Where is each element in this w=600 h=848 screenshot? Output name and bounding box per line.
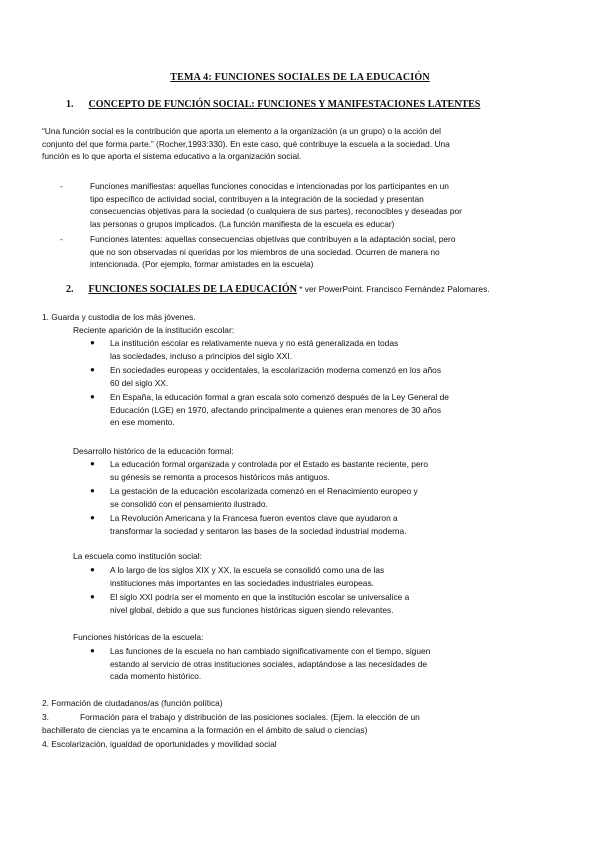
- latent-line: que no son observadas ni queridas por los miembros de una sociedad. Ocurren de manera no: [90, 246, 440, 257]
- bullet-line: La institución escolar es relativamente nueva y no está generalizada en todas: [110, 338, 399, 348]
- item-3-line: Formación para el trabajo y distribución de las posiciones sociales. (Ejem. la elección de un: [80, 712, 420, 722]
- bullet-line: 60 del siglo XX.: [110, 377, 169, 388]
- bullet-icon: ●: [90, 459, 95, 468]
- bullet-icon: ●: [90, 646, 95, 655]
- bullet-line: La Revolución Americana y la Francesa fueron eventos clave que ayudaron a: [110, 513, 398, 523]
- bullet-icon: ●: [90, 486, 95, 495]
- manifest-line: consecuencias objetivas para la sociedad (o cualquiera de sus partes), reconocibles y deseadas por: [90, 206, 462, 217]
- item-3-number: 3.: [42, 712, 49, 722]
- section-2-heading: [66, 284, 490, 295]
- definition-line: conjunto del que forma parte.” (Rocher,1993:330). En este caso, qué contribuye la escuela a la sociedad. Una: [42, 138, 450, 149]
- bullet-item: [90, 485, 418, 510]
- bullet-icon: ●: [90, 513, 95, 522]
- bullet-line: se consolidó con el pensamiento ilustrado.: [110, 498, 268, 509]
- bullet-line: nivel global, debido a que sus funciones históricas siguen siendo relevantes.: [110, 604, 394, 615]
- section-2-note: * ver PowerPoint. Francisco Fernández Palomares.: [296, 284, 490, 294]
- page-title: TEMA 4: FUNCIONES SOCIALES DE LA EDUCACIÓN: [170, 72, 430, 83]
- manifest-functions-item: [60, 180, 562, 230]
- bullet-line: La gestación de la educación escolarizada comenzó en el Renacimiento europeo y: [110, 486, 418, 496]
- bullet-line: estando al servicio de otras instituciones sociales, adaptándose a las necesidades de: [110, 658, 428, 669]
- manifest-line: las personas o grupos implicados. (La función manifiesta de la escuela es educar): [90, 218, 395, 229]
- bullet-icon: ●: [90, 592, 95, 601]
- manifest-line: tipo específico de actividad social, contribuyen a la integración de la sociedad y presentan: [90, 193, 424, 204]
- item-2-label: 2. Formación de ciudadanos/as (función política): [42, 698, 223, 708]
- bullet-icon: ●: [90, 338, 95, 347]
- bullet-line: cada momento histórico.: [110, 671, 202, 682]
- bullet-line: su génesis se remonta a procesos históricos más antiguos.: [110, 471, 330, 482]
- bullet-line: A lo largo de los siglos XIX y XX, la escuela se consolidó como una de las: [110, 565, 385, 575]
- bullet-item: [90, 512, 407, 537]
- bullet-line: El siglo XXI podría ser el momento en que la institución escolar se universalice a: [110, 592, 410, 602]
- bullet-item: [90, 337, 399, 362]
- bullet-item: [90, 364, 442, 389]
- bullet-icon: ●: [90, 565, 95, 574]
- bullet-line: La educación formal organizada y controlada por el Estado es bastante reciente, pero: [110, 459, 428, 469]
- latent-line: Funciones latentes: aquellas consecuencias objetivas que contribuyen a la adaptación social, pero: [90, 234, 456, 244]
- manifest-line: Funciones manifiestas: aquellas funciones conocidas e intencionadas por los participantes en un: [90, 181, 449, 191]
- bullet-item: [90, 564, 385, 589]
- bullet-icon: ●: [90, 365, 95, 374]
- dash-marker: -: [60, 234, 63, 244]
- bullet-item: [90, 645, 431, 683]
- definition-line: función es lo que aporta el sistema educativo a la organización social.: [42, 151, 302, 162]
- bullet-item: [90, 458, 428, 483]
- bullet-line: Educación (LGE) en 1970, afectando principalmente a quienes eran menores de 30 años: [110, 404, 442, 415]
- group-title: Desarrollo histórico de la educación formal:: [73, 446, 234, 456]
- bullet-line: En España, la educación formal a gran escala solo comenzó después de la Ley General de: [110, 392, 449, 402]
- latent-functions-item: [60, 233, 562, 271]
- section-2-number: 2.: [66, 284, 74, 295]
- item-3-block: [42, 711, 562, 736]
- item-1-label: 1. Guarda y custodia de los más jóvenes.: [42, 312, 196, 322]
- definition-paragraph: [42, 125, 562, 163]
- section-1-heading: [66, 99, 480, 110]
- section-1-title: CONCEPTO DE FUNCIÓN SOCIAL: FUNCIONES Y MANIFESTACIONES LATENTES: [88, 99, 481, 110]
- group-title: Funciones históricas de la escuela:: [73, 632, 204, 642]
- bullet-line: instituciones más importantes en las sociedades industriales europeas.: [110, 577, 374, 588]
- bullet-line: en ese momento.: [110, 417, 175, 428]
- bullet-item: [90, 591, 410, 616]
- bullet-line: las sociedades, incluso a principios del siglo XXI.: [110, 350, 293, 361]
- section-1-number: 1.: [66, 99, 74, 110]
- group-title: Reciente aparición de la institución escolar:: [73, 325, 235, 335]
- section-2-title: FUNCIONES SOCIALES DE LA EDUCACIÓN: [88, 284, 297, 295]
- definition-line: “Una función social es la contribución que aporta un elemento a la organización (a un grupo) o la acción del: [42, 126, 441, 136]
- bullet-line: transformar la sociedad y sentaron las bases de la sociedad industrial moderna.: [110, 525, 407, 536]
- bullet-line: En sociedades europeas y occidentales, la escolarización moderna comenzó en los años: [110, 365, 442, 375]
- latent-line: intencionada. (Por ejemplo, formar amistades en la escuela): [90, 259, 314, 270]
- bullet-item: [90, 391, 449, 429]
- bullet-icon: ●: [90, 392, 95, 401]
- group-title: La escuela como institución social:: [73, 551, 202, 561]
- bullet-line: Las funciones de la escuela no han cambiado significativamente con el tiempo, siguen: [110, 646, 431, 656]
- dash-marker: -: [60, 181, 63, 191]
- item-4-label: 4. Escolarización, igualdad de oportunidades y movilidad social: [42, 739, 277, 749]
- item-3-line: bachillerato de ciencias ya te encamina a la formación en el ámbito de salud o ciencias): [42, 724, 368, 735]
